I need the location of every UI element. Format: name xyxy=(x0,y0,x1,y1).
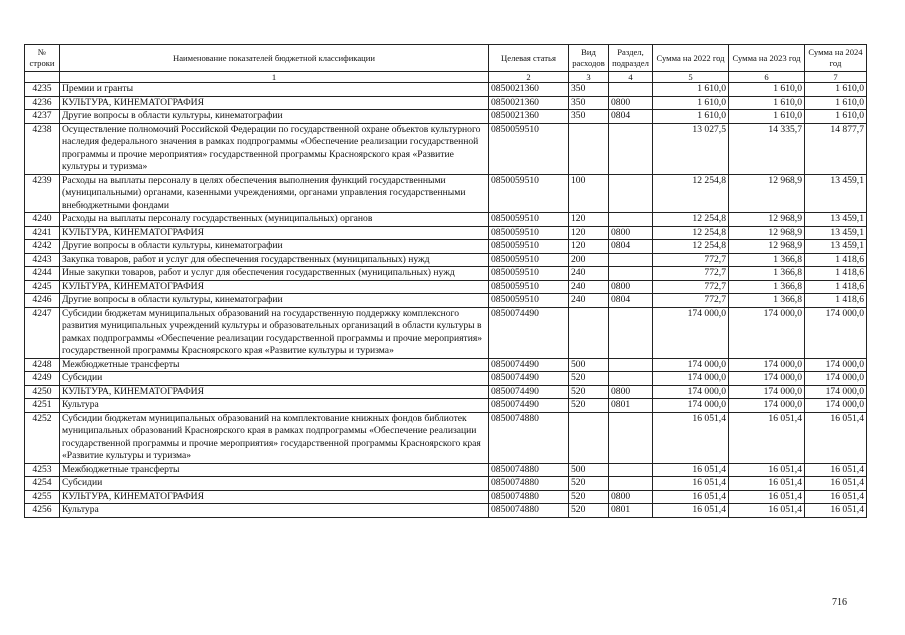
expense-type: 520 xyxy=(569,372,609,386)
target-article: 0850074490 xyxy=(489,372,569,386)
target-article: 0850074880 xyxy=(489,412,569,463)
row-number: 4249 xyxy=(25,372,60,386)
section-subsection xyxy=(609,174,653,213)
row-number: 4248 xyxy=(25,358,60,372)
target-article: 0850059510 xyxy=(489,174,569,213)
amount-2024: 14 877,7 xyxy=(805,123,867,174)
indicator-name: Другие вопросы в области культуры, кинематографии xyxy=(60,240,489,254)
amount-2023: 1 610,0 xyxy=(729,96,805,110)
expense-type: 120 xyxy=(569,226,609,240)
section-subsection xyxy=(609,83,653,97)
amount-2022: 13 027,5 xyxy=(653,123,729,174)
table-row xyxy=(25,490,867,504)
header-vid: Вид расходов xyxy=(569,45,609,72)
amount-2024: 174 000,0 xyxy=(805,399,867,413)
indicator-name: КУЛЬТУРА, КИНЕМАТОГРАФИЯ xyxy=(60,96,489,110)
amount-2024: 16 051,4 xyxy=(805,463,867,477)
indicator-name: Субсидии xyxy=(60,372,489,386)
expense-type: 500 xyxy=(569,358,609,372)
section-subsection xyxy=(609,267,653,281)
amount-2024: 13 459,1 xyxy=(805,226,867,240)
expense-type: 240 xyxy=(569,267,609,281)
column-number: 7 xyxy=(805,72,867,83)
table-row xyxy=(25,83,867,97)
header-code: Целевая статья xyxy=(489,45,569,72)
amount-2023: 16 051,4 xyxy=(729,490,805,504)
table-row xyxy=(25,253,867,267)
indicator-name: Культура xyxy=(60,504,489,518)
amount-2023: 1 610,0 xyxy=(729,110,805,124)
indicator-name: Расходы на выплаты персоналу государственных (муниципальных) органов xyxy=(60,213,489,227)
table-row xyxy=(25,123,867,174)
section-subsection: 0801 xyxy=(609,504,653,518)
section-subsection: 0804 xyxy=(609,110,653,124)
amount-2023: 1 366,8 xyxy=(729,294,805,308)
section-subsection: 0800 xyxy=(609,96,653,110)
expense-type: 520 xyxy=(569,399,609,413)
indicator-name: Закупка товаров, работ и услуг для обеспечения государственных (муниципальных) нужд xyxy=(60,253,489,267)
indicator-name: Другие вопросы в области культуры, кинематографии xyxy=(60,110,489,124)
target-article: 0850059510 xyxy=(489,267,569,281)
indicator-name: Межбюджетные трансферты xyxy=(60,463,489,477)
row-number: 4251 xyxy=(25,399,60,413)
amount-2023: 1 366,8 xyxy=(729,267,805,281)
indicator-name: Субсидии бюджетам муниципальных образований на государственную поддержку комплексного развития муниципальных учреждений культуры и образовательных организаций в области культуры в рамках подпрограммы «Обеспечение реализации государственной программы и прочие мероприятия» государственной программы Красноярского края «Развитие культуры и туризма» xyxy=(60,307,489,358)
amount-2024: 16 051,4 xyxy=(805,504,867,518)
expense-type: 350 xyxy=(569,110,609,124)
budget-table xyxy=(24,44,867,518)
amount-2023: 1 610,0 xyxy=(729,83,805,97)
indicator-name: Расходы на выплаты персоналу в целях обеспечения выполнения функций государственными (муниципальными) органами, казенными учреждениями, органами управления государственными внебюджетными фондами xyxy=(60,174,489,213)
header-razd: Раздел, подраздел xyxy=(609,45,653,72)
amount-2022: 174 000,0 xyxy=(653,385,729,399)
row-number: 4236 xyxy=(25,96,60,110)
table-row xyxy=(25,267,867,281)
expense-type: 120 xyxy=(569,213,609,227)
target-article: 0850074490 xyxy=(489,358,569,372)
expense-type: 500 xyxy=(569,463,609,477)
section-subsection: 0800 xyxy=(609,490,653,504)
amount-2024: 16 051,4 xyxy=(805,477,867,491)
target-article: 0850059510 xyxy=(489,226,569,240)
header-2023: Сумма на 2023 год xyxy=(729,45,805,72)
amount-2023: 12 968,9 xyxy=(729,226,805,240)
indicator-name: Другие вопросы в области культуры, кинематографии xyxy=(60,294,489,308)
row-number: 4244 xyxy=(25,267,60,281)
expense-type: 350 xyxy=(569,96,609,110)
row-number: 4240 xyxy=(25,213,60,227)
section-subsection xyxy=(609,213,653,227)
target-article: 0850059510 xyxy=(489,213,569,227)
table-row xyxy=(25,280,867,294)
expense-type: 120 xyxy=(569,240,609,254)
table-row xyxy=(25,412,867,463)
table-row xyxy=(25,240,867,254)
column-number-blank xyxy=(25,72,60,83)
header-2024: Сумма на 2024 год xyxy=(805,45,867,72)
amount-2022: 12 254,8 xyxy=(653,240,729,254)
column-number: 6 xyxy=(729,72,805,83)
amount-2022: 1 610,0 xyxy=(653,96,729,110)
amount-2023: 174 000,0 xyxy=(729,372,805,386)
amount-2022: 12 254,8 xyxy=(653,213,729,227)
amount-2022: 772,7 xyxy=(653,280,729,294)
indicator-name: КУЛЬТУРА, КИНЕМАТОГРАФИЯ xyxy=(60,385,489,399)
target-article: 0850059510 xyxy=(489,294,569,308)
table-row xyxy=(25,294,867,308)
amount-2023: 12 968,9 xyxy=(729,174,805,213)
section-subsection: 0800 xyxy=(609,385,653,399)
amount-2022: 1 610,0 xyxy=(653,110,729,124)
expense-type: 350 xyxy=(569,83,609,97)
expense-type: 520 xyxy=(569,477,609,491)
table-row xyxy=(25,174,867,213)
amount-2022: 16 051,4 xyxy=(653,477,729,491)
indicator-name: Субсидии бюджетам муниципальных образований на комплектование книжных фондов библиотек муниципальных образований Красноярского края в рамках подпрограммы «Обеспечение реализации государственной программы и прочие мероприятия» государственной программы Красноярского края «Развитие культуры и туризма» xyxy=(60,412,489,463)
column-number: 1 xyxy=(60,72,489,83)
row-number: 4246 xyxy=(25,294,60,308)
expense-type xyxy=(569,412,609,463)
row-number: 4235 xyxy=(25,83,60,97)
section-subsection: 0804 xyxy=(609,294,653,308)
amount-2022: 174 000,0 xyxy=(653,372,729,386)
expense-type xyxy=(569,123,609,174)
amount-2024: 16 051,4 xyxy=(805,412,867,463)
table-row xyxy=(25,372,867,386)
expense-type: 520 xyxy=(569,490,609,504)
table-row xyxy=(25,385,867,399)
section-subsection: 0804 xyxy=(609,240,653,254)
table-row xyxy=(25,96,867,110)
column-number: 2 xyxy=(489,72,569,83)
page-number: 716 xyxy=(832,597,847,608)
row-number: 4238 xyxy=(25,123,60,174)
table-row xyxy=(25,399,867,413)
column-number: 5 xyxy=(653,72,729,83)
expense-type: 200 xyxy=(569,253,609,267)
row-number: 4243 xyxy=(25,253,60,267)
row-number: 4245 xyxy=(25,280,60,294)
target-article: 0850074880 xyxy=(489,490,569,504)
section-subsection xyxy=(609,412,653,463)
section-subsection: 0800 xyxy=(609,226,653,240)
target-article: 0850074490 xyxy=(489,385,569,399)
row-number: 4253 xyxy=(25,463,60,477)
amount-2023: 16 051,4 xyxy=(729,477,805,491)
amount-2022: 16 051,4 xyxy=(653,412,729,463)
table-row xyxy=(25,213,867,227)
indicator-name: Субсидии xyxy=(60,477,489,491)
amount-2024: 16 051,4 xyxy=(805,490,867,504)
table-row xyxy=(25,477,867,491)
section-subsection xyxy=(609,123,653,174)
amount-2024: 174 000,0 xyxy=(805,385,867,399)
amount-2022: 174 000,0 xyxy=(653,358,729,372)
amount-2024: 174 000,0 xyxy=(805,372,867,386)
row-number: 4242 xyxy=(25,240,60,254)
column-number: 4 xyxy=(609,72,653,83)
table-row xyxy=(25,463,867,477)
indicator-name: Культура xyxy=(60,399,489,413)
target-article: 0850074880 xyxy=(489,477,569,491)
target-article: 0850021360 xyxy=(489,110,569,124)
target-article: 0850059510 xyxy=(489,240,569,254)
section-subsection xyxy=(609,307,653,358)
section-subsection xyxy=(609,372,653,386)
indicator-name: КУЛЬТУРА, КИНЕМАТОГРАФИЯ xyxy=(60,490,489,504)
amount-2022: 1 610,0 xyxy=(653,83,729,97)
section-subsection: 0800 xyxy=(609,280,653,294)
amount-2023: 174 000,0 xyxy=(729,307,805,358)
amount-2024: 13 459,1 xyxy=(805,240,867,254)
expense-type: 520 xyxy=(569,504,609,518)
indicator-name: Осуществление полномочий Российской Федерации по государственной охране объектов культурного наследия федерального значения в рамках подпрограммы «Обеспечение реализации государственной программы и прочие мероприятия» государственной программы Красноярского края «Развитие культуры и туризма» xyxy=(60,123,489,174)
amount-2023: 16 051,4 xyxy=(729,412,805,463)
amount-2023: 174 000,0 xyxy=(729,399,805,413)
indicator-name: КУЛЬТУРА, КИНЕМАТОГРАФИЯ xyxy=(60,226,489,240)
amount-2022: 12 254,8 xyxy=(653,174,729,213)
amount-2023: 16 051,4 xyxy=(729,504,805,518)
amount-2022: 12 254,8 xyxy=(653,226,729,240)
expense-type: 520 xyxy=(569,385,609,399)
target-article: 0850021360 xyxy=(489,83,569,97)
column-number-row xyxy=(25,72,867,83)
expense-type: 100 xyxy=(569,174,609,213)
row-number: 4256 xyxy=(25,504,60,518)
table-row xyxy=(25,226,867,240)
target-article: 0850074880 xyxy=(489,463,569,477)
target-article: 0850059510 xyxy=(489,123,569,174)
amount-2022: 16 051,4 xyxy=(653,490,729,504)
amount-2023: 1 366,8 xyxy=(729,253,805,267)
amount-2022: 772,7 xyxy=(653,253,729,267)
row-number: 4239 xyxy=(25,174,60,213)
header-row xyxy=(25,45,867,72)
header-name: Наименование показателей бюджетной классификации xyxy=(60,45,489,72)
amount-2024: 1 610,0 xyxy=(805,110,867,124)
expense-type: 240 xyxy=(569,294,609,308)
table-body xyxy=(25,83,867,518)
section-subsection xyxy=(609,253,653,267)
indicator-name: Межбюджетные трансферты xyxy=(60,358,489,372)
row-number: 4237 xyxy=(25,110,60,124)
row-number: 4247 xyxy=(25,307,60,358)
target-article: 0850074490 xyxy=(489,399,569,413)
target-article: 0850074880 xyxy=(489,504,569,518)
row-number: 4252 xyxy=(25,412,60,463)
amount-2023: 14 335,7 xyxy=(729,123,805,174)
amount-2022: 772,7 xyxy=(653,294,729,308)
amount-2022: 174 000,0 xyxy=(653,399,729,413)
indicator-name: Премии и гранты xyxy=(60,83,489,97)
section-subsection xyxy=(609,477,653,491)
amount-2024: 1 418,6 xyxy=(805,294,867,308)
expense-type xyxy=(569,307,609,358)
amount-2022: 16 051,4 xyxy=(653,463,729,477)
amount-2024: 174 000,0 xyxy=(805,358,867,372)
expense-type: 240 xyxy=(569,280,609,294)
table-row xyxy=(25,504,867,518)
amount-2024: 13 459,1 xyxy=(805,213,867,227)
section-subsection: 0801 xyxy=(609,399,653,413)
target-article: 0850074490 xyxy=(489,307,569,358)
amount-2023: 16 051,4 xyxy=(729,463,805,477)
indicator-name: КУЛЬТУРА, КИНЕМАТОГРАФИЯ xyxy=(60,280,489,294)
amount-2024: 13 459,1 xyxy=(805,174,867,213)
header-2022: Сумма на 2022 год xyxy=(653,45,729,72)
amount-2024: 1 610,0 xyxy=(805,96,867,110)
target-article: 0850059510 xyxy=(489,253,569,267)
table-row xyxy=(25,110,867,124)
amount-2023: 174 000,0 xyxy=(729,358,805,372)
row-number: 4241 xyxy=(25,226,60,240)
header-num: № строки xyxy=(25,45,60,72)
amount-2022: 772,7 xyxy=(653,267,729,281)
indicator-name: Иные закупки товаров, работ и услуг для обеспечения государственных (муниципальных) нужд xyxy=(60,267,489,281)
row-number: 4254 xyxy=(25,477,60,491)
amount-2024: 1 418,6 xyxy=(805,267,867,281)
table-row xyxy=(25,307,867,358)
amount-2023: 1 366,8 xyxy=(729,280,805,294)
amount-2024: 1 610,0 xyxy=(805,83,867,97)
table-row xyxy=(25,358,867,372)
amount-2023: 12 968,9 xyxy=(729,213,805,227)
amount-2022: 174 000,0 xyxy=(653,307,729,358)
target-article: 0850059510 xyxy=(489,280,569,294)
amount-2024: 1 418,6 xyxy=(805,280,867,294)
section-subsection xyxy=(609,358,653,372)
amount-2024: 174 000,0 xyxy=(805,307,867,358)
amount-2023: 12 968,9 xyxy=(729,240,805,254)
section-subsection xyxy=(609,463,653,477)
amount-2022: 16 051,4 xyxy=(653,504,729,518)
column-number: 3 xyxy=(569,72,609,83)
row-number: 4255 xyxy=(25,490,60,504)
amount-2024: 1 418,6 xyxy=(805,253,867,267)
amount-2023: 174 000,0 xyxy=(729,385,805,399)
row-number: 4250 xyxy=(25,385,60,399)
target-article: 0850021360 xyxy=(489,96,569,110)
